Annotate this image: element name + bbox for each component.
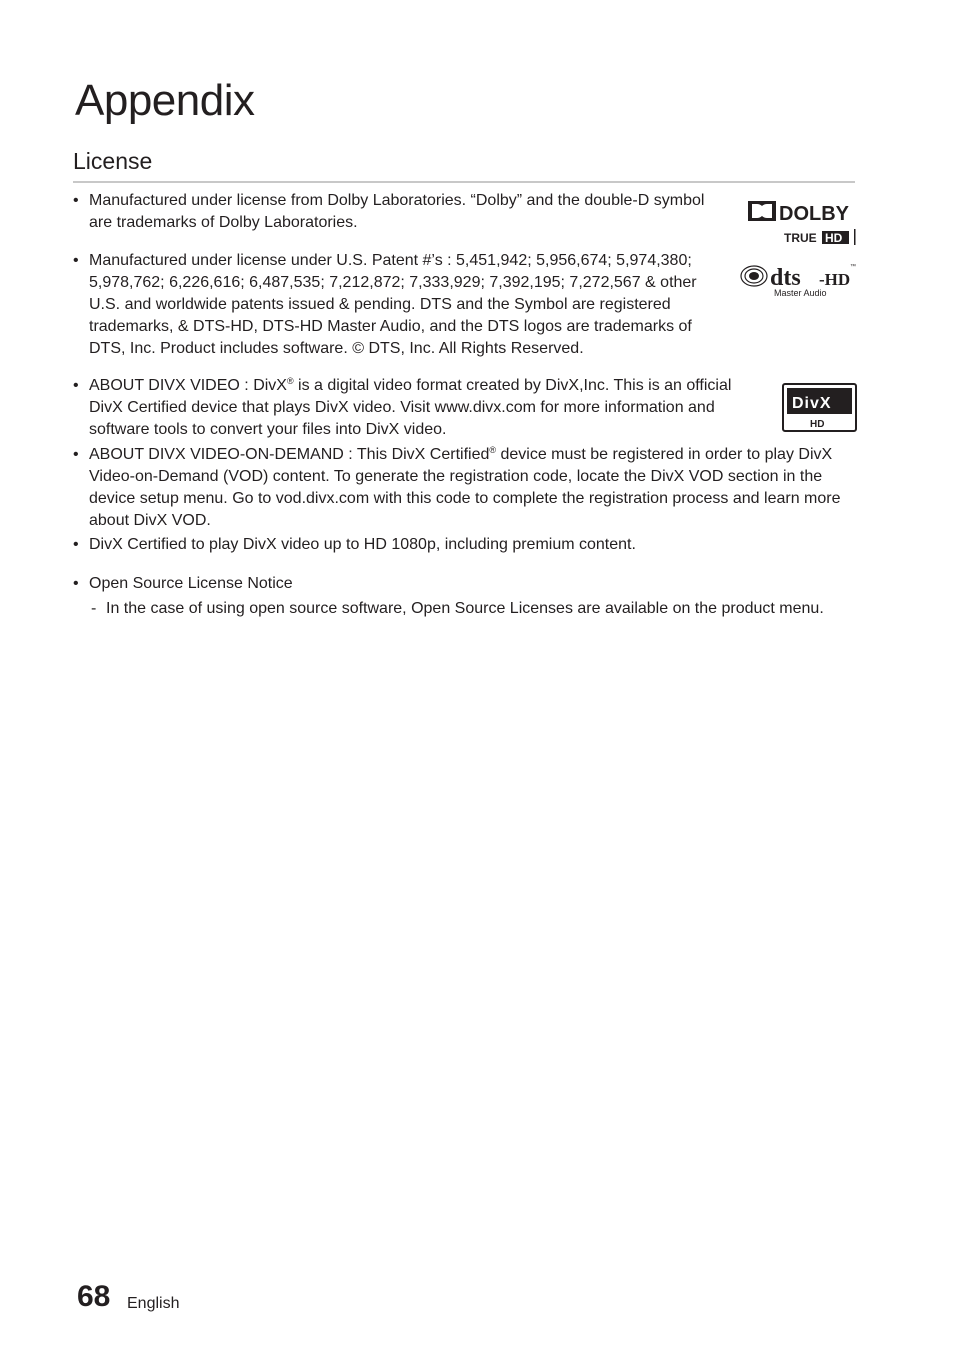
section-title: License	[73, 148, 153, 174]
page-number: 68	[77, 1280, 111, 1313]
sub-item-text: In the case of using open source software, Open Source Licenses are available on the product menu.	[106, 600, 824, 617]
truehd-hd-text: HD	[825, 231, 843, 245]
bullet-icon: •	[73, 536, 79, 553]
dolby-truehd-logo	[746, 198, 858, 248]
license-item-open-source	[73, 573, 855, 595]
footer-language: English	[127, 1295, 180, 1312]
registered-mark: ®	[489, 445, 497, 455]
dts-symbol-icon	[741, 266, 767, 286]
license-text: Open Source License Notice	[89, 575, 293, 592]
dts-hd-suffix: -HD	[819, 270, 851, 289]
registered-mark: ®	[286, 376, 294, 386]
dts-caption: Master Audio	[774, 288, 827, 298]
license-item-divx-video	[73, 375, 758, 441]
section-divider	[73, 181, 855, 183]
license-text: Manufactured under license from Dolby Laboratories. “Dolby” and the double-D symbol are trademarks of Dolby Laboratories.	[89, 192, 705, 231]
bullet-icon: •	[73, 192, 79, 209]
dts-wordmark: dts	[770, 265, 801, 291]
double-d-icon	[748, 201, 776, 221]
bullet-icon: •	[73, 446, 79, 463]
license-item-dts	[73, 250, 729, 360]
dts-hd-logo	[738, 260, 860, 302]
divx-wordmark: DivX	[792, 395, 832, 412]
chapter-title: Appendix	[75, 76, 255, 125]
license-text: ABOUT DIVX VIDEO : DivX® is a digital video format created by DivX,Inc. This is an official DivX Certified device that plays DivX video. Visit www.divx.com for more information and software tools to convert your files into DivX video.	[89, 376, 732, 438]
license-text: Manufactured under license under U.S. Patent #’s : 5,451,942; 5,956,674; 5,974,380; 5,978,762; 6,226,616; 6,487,535; 7,212,872; 7,333,929; 7,392,195; 7,272,567 & other U.S. and worldwide patents issued & pending. DTS and the Symbol are registered trademarks, & DTS-HD, DTS-HD Master Audio, and the DTS logos are trademarks of DTS, Inc. Product includes software. © DTS, Inc. All Rights Reserved.	[89, 252, 697, 357]
bullet-icon: •	[73, 252, 79, 269]
license-item-dolby	[73, 190, 729, 234]
divx-hd-text: HD	[810, 419, 825, 430]
dash-icon: -	[91, 600, 97, 617]
open-source-sub-item	[89, 598, 829, 620]
license-text: DivX Certified to play DivX video up to HD 1080p, including premium content.	[89, 536, 636, 553]
bullet-icon: •	[73, 575, 79, 592]
divx-hd-logo	[782, 383, 858, 433]
truehd-true-text: TRUE	[784, 231, 817, 245]
dts-tm-mark: ™	[850, 264, 856, 270]
truehd-bar	[854, 229, 856, 245]
dolby-wordmark: DOLBY	[779, 203, 849, 225]
license-item-divx-hd	[73, 534, 855, 556]
license-text: ABOUT DIVX VIDEO-ON-DEMAND : This DivX Certified® device must be registered in order to play DivX Video-on-Demand (VOD) content. To generate the registration code, locate the DivX VOD section in the device setup menu. Go to vod.divx.com with this code to complete the registration process and learn more about DivX VOD.	[89, 445, 841, 529]
license-item-divx-vod	[73, 444, 855, 532]
bullet-icon: •	[73, 377, 79, 394]
